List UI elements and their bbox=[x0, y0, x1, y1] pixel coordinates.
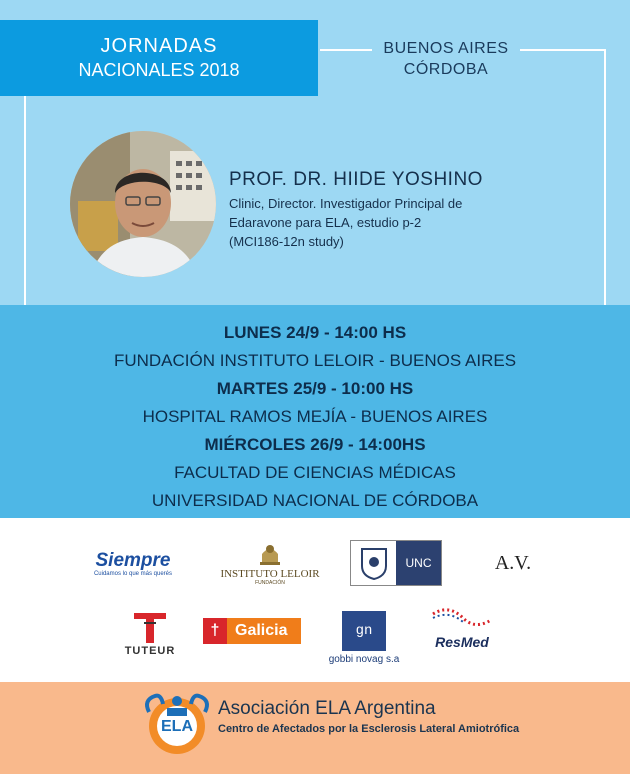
schedule-place-3b: UNIVERSIDAD NACIONAL DE CÓRDOBA bbox=[151, 491, 479, 510]
leloir-logo-sub: FUNDACIÓN bbox=[255, 580, 285, 586]
speaker-desc-line: Clinic, Director. Investigador Principal de bbox=[229, 196, 463, 211]
sponsors-section bbox=[0, 518, 630, 682]
event-title-box bbox=[0, 20, 318, 96]
frame-line-left bbox=[24, 96, 26, 305]
event-subtitle: NACIONALES 2018 bbox=[78, 60, 240, 80]
schedule-place-3a: FACULTAD DE CIENCIAS MÉDICAS bbox=[174, 463, 456, 482]
unc-logo-text: UNC bbox=[396, 541, 441, 585]
leloir-emblem-icon bbox=[257, 542, 283, 566]
av-logo: A.V. bbox=[494, 551, 532, 574]
org-tagline: Centro de Afectados por la Esclerosis Lateral Amiotrófica bbox=[218, 723, 520, 735]
header-section bbox=[0, 0, 630, 305]
org-name: Asociación ELA Argentina bbox=[218, 698, 436, 719]
gobbi-mark-icon: gn bbox=[342, 611, 386, 651]
frame-line-top bbox=[320, 49, 372, 51]
resmed-logo bbox=[424, 600, 500, 656]
gobbi-logo bbox=[316, 608, 412, 668]
schedule-place-2: HOSPITAL RAMOS MEJÍA - BUENOS AIRES bbox=[142, 407, 488, 426]
speaker-desc-line: Edaravone para ELA, estudio p-2 bbox=[229, 215, 422, 230]
city-cordoba: CÓRDOBA bbox=[403, 61, 489, 78]
speaker-desc-line: (MCI186-12n study) bbox=[229, 234, 344, 249]
ela-logo-text: ELA bbox=[161, 718, 193, 735]
speaker-name: PROF. DR. HIIDE YOSHINO bbox=[229, 169, 483, 190]
tuteur-logo bbox=[122, 604, 178, 662]
unc-seal-icon bbox=[351, 541, 396, 585]
speaker-photo bbox=[70, 131, 216, 277]
schedule-section bbox=[0, 305, 630, 518]
frame-line-top-right bbox=[520, 49, 606, 51]
footer-section bbox=[0, 682, 630, 774]
galicia-cross-icon: † bbox=[203, 618, 227, 644]
resmed-logo-text: ResMed bbox=[435, 634, 489, 650]
schedule-place-1: FUNDACIÓN INSTITUTO LELOIR - BUENOS AIRES bbox=[113, 351, 517, 370]
siempre-logo-text: Siempre bbox=[95, 550, 171, 571]
frame-line-right bbox=[604, 49, 606, 305]
leloir-logo-text: INSTITUTO LELOIR bbox=[220, 568, 320, 580]
resmed-wave-icon bbox=[429, 606, 495, 634]
speaker-description bbox=[229, 194, 529, 251]
galicia-logo bbox=[203, 618, 301, 644]
ela-logo bbox=[141, 690, 213, 758]
schedule-day-3: MIÉRCOLES 26/9 - 14:00HS bbox=[204, 435, 426, 454]
city-buenos-aires: BUENOS AIRES bbox=[383, 40, 509, 57]
tuteur-t-icon bbox=[130, 609, 170, 645]
siempre-logo-tagline: Cuidamos lo que más querés bbox=[93, 571, 173, 577]
unc-logo bbox=[350, 540, 442, 586]
galicia-logo-text: Galicia bbox=[235, 622, 288, 639]
leloir-logo bbox=[220, 536, 320, 592]
siempre-logo bbox=[78, 546, 188, 582]
gobbi-logo-text: gobbi novag s.a bbox=[328, 654, 400, 665]
tuteur-logo-text: TUTEUR bbox=[124, 645, 176, 657]
event-title: JORNADAS bbox=[100, 35, 218, 57]
schedule-day-1: LUNES 24/9 - 14:00 HS bbox=[223, 323, 407, 342]
schedule-day-2: MARTES 25/9 - 10:00 HS bbox=[216, 379, 414, 398]
cities bbox=[372, 38, 520, 80]
